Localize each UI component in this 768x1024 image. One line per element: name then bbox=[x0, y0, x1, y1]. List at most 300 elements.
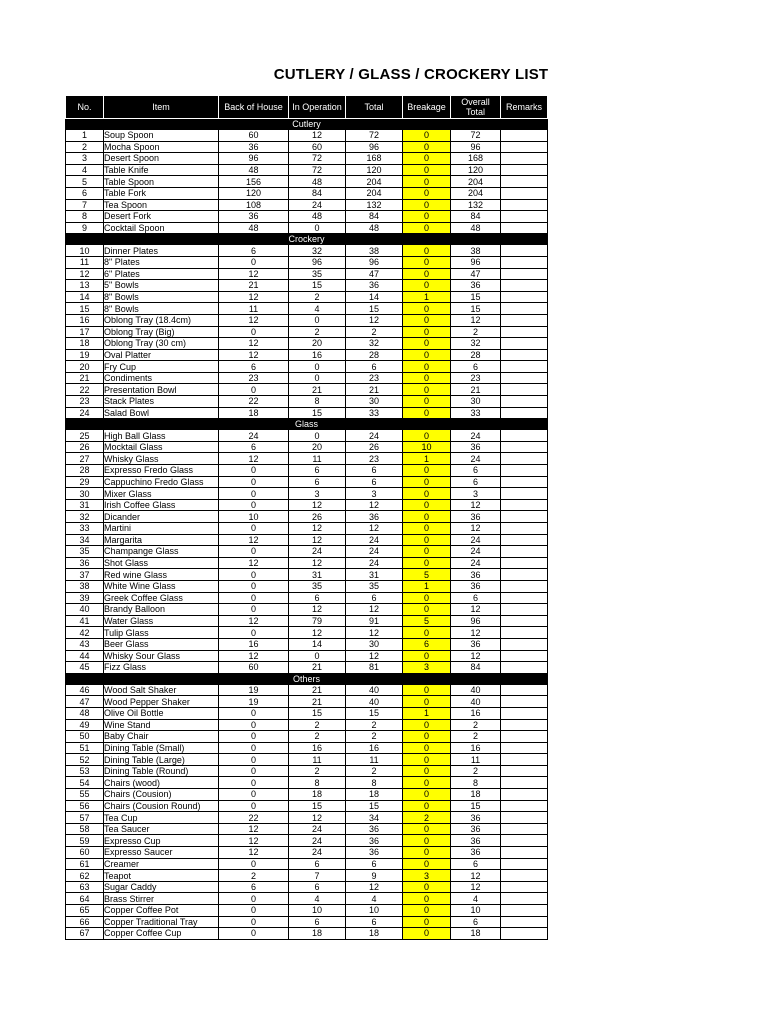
cell-in-operation: 84 bbox=[289, 187, 346, 199]
cell-no: 62 bbox=[66, 870, 104, 882]
cell-breakage: 0 bbox=[403, 396, 451, 408]
cell-breakage: 0 bbox=[403, 222, 451, 234]
cell-back-of-house: 0 bbox=[219, 916, 289, 928]
cell-no: 24 bbox=[66, 407, 104, 419]
cell-item: Expresso Saucer bbox=[104, 847, 219, 859]
cell-breakage: 5 bbox=[403, 615, 451, 627]
cell-total: 28 bbox=[346, 349, 403, 361]
cell-overall-total: 6 bbox=[451, 361, 501, 373]
cell-breakage: 0 bbox=[403, 476, 451, 488]
cell-back-of-house: 0 bbox=[219, 707, 289, 719]
cell-overall-total: 23 bbox=[451, 372, 501, 384]
cell-in-operation: 2 bbox=[289, 765, 346, 777]
cell-total: 31 bbox=[346, 569, 403, 581]
cell-back-of-house: 96 bbox=[219, 153, 289, 165]
cell-overall-total: 36 bbox=[451, 280, 501, 292]
table-row bbox=[66, 164, 548, 176]
cell-remarks bbox=[501, 268, 548, 280]
table-row bbox=[66, 338, 548, 350]
cell-total: 204 bbox=[346, 187, 403, 199]
cell-breakage: 0 bbox=[403, 465, 451, 477]
cell-remarks bbox=[501, 303, 548, 315]
cell-overall-total: 6 bbox=[451, 858, 501, 870]
cell-in-operation: 31 bbox=[289, 569, 346, 581]
cell-total: 2 bbox=[346, 719, 403, 731]
cell-back-of-house: 0 bbox=[219, 627, 289, 639]
cell-in-operation: 0 bbox=[289, 314, 346, 326]
cell-in-operation: 72 bbox=[289, 164, 346, 176]
table-row bbox=[66, 523, 548, 535]
cell-total: 26 bbox=[346, 441, 403, 453]
cell-overall-total: 11 bbox=[451, 754, 501, 766]
cell-breakage: 0 bbox=[403, 176, 451, 188]
section-label: Cutlery bbox=[66, 119, 548, 130]
cell-total: 35 bbox=[346, 580, 403, 592]
cell-breakage: 0 bbox=[403, 847, 451, 859]
cell-in-operation: 0 bbox=[289, 430, 346, 442]
cell-breakage: 0 bbox=[403, 928, 451, 940]
cell-back-of-house: 0 bbox=[219, 499, 289, 511]
table-row bbox=[66, 905, 548, 917]
cell-remarks bbox=[501, 731, 548, 743]
table-row bbox=[66, 476, 548, 488]
cell-overall-total: 33 bbox=[451, 407, 501, 419]
cell-remarks bbox=[501, 557, 548, 569]
cell-total: 15 bbox=[346, 800, 403, 812]
cell-item: Tea Saucer bbox=[104, 823, 219, 835]
cell-back-of-house: 0 bbox=[219, 719, 289, 731]
cell-breakage: 2 bbox=[403, 812, 451, 824]
cell-remarks bbox=[501, 604, 548, 616]
col-header-back-of-house: Back of House bbox=[219, 96, 289, 119]
cell-breakage: 0 bbox=[403, 430, 451, 442]
cell-back-of-house: 36 bbox=[219, 141, 289, 153]
cell-overall-total: 96 bbox=[451, 141, 501, 153]
cell-back-of-house: 2 bbox=[219, 870, 289, 882]
cell-item: Tulip Glass bbox=[104, 627, 219, 639]
cell-breakage: 6 bbox=[403, 638, 451, 650]
cell-breakage: 0 bbox=[403, 245, 451, 257]
cell-no: 43 bbox=[66, 638, 104, 650]
cell-overall-total: 12 bbox=[451, 523, 501, 535]
cell-breakage: 0 bbox=[403, 905, 451, 917]
cell-in-operation: 21 bbox=[289, 696, 346, 708]
cell-overall-total: 36 bbox=[451, 580, 501, 592]
cell-no: 39 bbox=[66, 592, 104, 604]
cell-no: 27 bbox=[66, 453, 104, 465]
cell-no: 23 bbox=[66, 396, 104, 408]
cell-overall-total: 8 bbox=[451, 777, 501, 789]
cell-total: 132 bbox=[346, 199, 403, 211]
cell-overall-total: 2 bbox=[451, 326, 501, 338]
cell-item: Presentation Bowl bbox=[104, 384, 219, 396]
cell-total: 4 bbox=[346, 893, 403, 905]
cell-remarks bbox=[501, 488, 548, 500]
cell-item: Beer Glass bbox=[104, 638, 219, 650]
cell-remarks bbox=[501, 627, 548, 639]
cell-no: 33 bbox=[66, 523, 104, 535]
cell-item: 6" Plates bbox=[104, 268, 219, 280]
table-row bbox=[66, 916, 548, 928]
table-row bbox=[66, 245, 548, 257]
cell-remarks bbox=[501, 430, 548, 442]
cell-item: Sugar Caddy bbox=[104, 881, 219, 893]
cell-overall-total: 36 bbox=[451, 835, 501, 847]
cell-breakage: 1 bbox=[403, 707, 451, 719]
cell-remarks bbox=[501, 789, 548, 801]
cell-no: 55 bbox=[66, 789, 104, 801]
table-row bbox=[66, 719, 548, 731]
cell-item: Champange Glass bbox=[104, 546, 219, 558]
cell-breakage: 0 bbox=[403, 280, 451, 292]
cell-item: Irish Coffee Glass bbox=[104, 499, 219, 511]
cell-item: Brass Stirrer bbox=[104, 893, 219, 905]
cell-item: Dining Table (Small) bbox=[104, 742, 219, 754]
cell-in-operation: 21 bbox=[289, 684, 346, 696]
cell-overall-total: 36 bbox=[451, 823, 501, 835]
cell-no: 7 bbox=[66, 199, 104, 211]
cell-item: Greek Coffee Glass bbox=[104, 592, 219, 604]
table-row bbox=[66, 361, 548, 373]
cell-remarks bbox=[501, 211, 548, 223]
cell-item: Baby Chair bbox=[104, 731, 219, 743]
cell-item: Cappuchino Fredo Glass bbox=[104, 476, 219, 488]
cell-breakage: 0 bbox=[403, 823, 451, 835]
table-row bbox=[66, 396, 548, 408]
cell-total: 15 bbox=[346, 303, 403, 315]
cell-overall-total: 28 bbox=[451, 349, 501, 361]
cell-total: 40 bbox=[346, 684, 403, 696]
cell-item: 8" Plates bbox=[104, 256, 219, 268]
cell-item: 8" Bowls bbox=[104, 303, 219, 315]
cell-breakage: 0 bbox=[403, 557, 451, 569]
cell-back-of-house: 0 bbox=[219, 580, 289, 592]
cell-back-of-house: 0 bbox=[219, 384, 289, 396]
table-row bbox=[66, 650, 548, 662]
cell-total: 30 bbox=[346, 638, 403, 650]
cell-overall-total: 36 bbox=[451, 638, 501, 650]
cell-in-operation: 0 bbox=[289, 650, 346, 662]
cell-item: Dicander bbox=[104, 511, 219, 523]
cell-remarks bbox=[501, 823, 548, 835]
cell-remarks bbox=[501, 580, 548, 592]
cell-in-operation: 2 bbox=[289, 291, 346, 303]
cell-no: 13 bbox=[66, 280, 104, 292]
table-row bbox=[66, 280, 548, 292]
cell-remarks bbox=[501, 153, 548, 165]
cell-breakage: 0 bbox=[403, 650, 451, 662]
cell-back-of-house: 0 bbox=[219, 592, 289, 604]
cell-total: 36 bbox=[346, 847, 403, 859]
table-row bbox=[66, 835, 548, 847]
cell-total: 40 bbox=[346, 696, 403, 708]
cell-breakage: 0 bbox=[403, 916, 451, 928]
cell-no: 29 bbox=[66, 476, 104, 488]
cell-total: 81 bbox=[346, 662, 403, 674]
cell-no: 44 bbox=[66, 650, 104, 662]
cell-in-operation: 2 bbox=[289, 731, 346, 743]
cell-no: 14 bbox=[66, 291, 104, 303]
cell-in-operation: 12 bbox=[289, 534, 346, 546]
cell-back-of-house: 23 bbox=[219, 372, 289, 384]
cell-overall-total: 24 bbox=[451, 534, 501, 546]
cell-in-operation: 6 bbox=[289, 592, 346, 604]
table-row bbox=[66, 303, 548, 315]
cell-no: 15 bbox=[66, 303, 104, 315]
cell-total: 12 bbox=[346, 314, 403, 326]
cell-in-operation: 2 bbox=[289, 326, 346, 338]
cell-total: 6 bbox=[346, 916, 403, 928]
section-label: Glass bbox=[66, 419, 548, 430]
cell-item: Whisky Sour Glass bbox=[104, 650, 219, 662]
cell-no: 61 bbox=[66, 858, 104, 870]
cell-remarks bbox=[501, 650, 548, 662]
cell-back-of-house: 0 bbox=[219, 731, 289, 743]
cell-item: Chairs (Cousion Round) bbox=[104, 800, 219, 812]
cell-in-operation: 6 bbox=[289, 916, 346, 928]
cell-item: Creamer bbox=[104, 858, 219, 870]
cell-remarks bbox=[501, 662, 548, 674]
cell-overall-total: 10 bbox=[451, 905, 501, 917]
cell-remarks bbox=[501, 754, 548, 766]
table-row bbox=[66, 604, 548, 616]
cell-overall-total: 12 bbox=[451, 650, 501, 662]
cell-back-of-house: 0 bbox=[219, 858, 289, 870]
cell-item: Tea Cup bbox=[104, 812, 219, 824]
cell-back-of-house: 12 bbox=[219, 823, 289, 835]
cell-overall-total: 12 bbox=[451, 881, 501, 893]
cell-total: 72 bbox=[346, 130, 403, 142]
cell-total: 14 bbox=[346, 291, 403, 303]
cell-back-of-house: 12 bbox=[219, 650, 289, 662]
cell-item: White Wine Glass bbox=[104, 580, 219, 592]
cell-breakage: 0 bbox=[403, 719, 451, 731]
cell-item: Dining Table (Round) bbox=[104, 765, 219, 777]
table-row bbox=[66, 430, 548, 442]
cell-no: 19 bbox=[66, 349, 104, 361]
cell-breakage: 0 bbox=[403, 164, 451, 176]
cell-remarks bbox=[501, 707, 548, 719]
cell-back-of-house: 6 bbox=[219, 361, 289, 373]
cell-back-of-house: 6 bbox=[219, 245, 289, 257]
cell-no: 45 bbox=[66, 662, 104, 674]
cell-back-of-house: 19 bbox=[219, 684, 289, 696]
cell-overall-total: 21 bbox=[451, 384, 501, 396]
cell-in-operation: 11 bbox=[289, 754, 346, 766]
cell-back-of-house: 0 bbox=[219, 765, 289, 777]
cell-breakage: 0 bbox=[403, 141, 451, 153]
cell-in-operation: 15 bbox=[289, 280, 346, 292]
cell-remarks bbox=[501, 546, 548, 558]
cell-in-operation: 12 bbox=[289, 812, 346, 824]
cell-item: Copper Coffee Pot bbox=[104, 905, 219, 917]
cell-overall-total: 168 bbox=[451, 153, 501, 165]
table-row bbox=[66, 858, 548, 870]
cell-no: 40 bbox=[66, 604, 104, 616]
cell-no: 20 bbox=[66, 361, 104, 373]
table-row bbox=[66, 326, 548, 338]
cell-breakage: 0 bbox=[403, 627, 451, 639]
cell-total: 6 bbox=[346, 592, 403, 604]
cell-total: 204 bbox=[346, 176, 403, 188]
cell-in-operation: 14 bbox=[289, 638, 346, 650]
cell-back-of-house: 19 bbox=[219, 696, 289, 708]
cell-back-of-house: 0 bbox=[219, 928, 289, 940]
table-row bbox=[66, 349, 548, 361]
cell-no: 31 bbox=[66, 499, 104, 511]
cell-in-operation: 0 bbox=[289, 222, 346, 234]
cell-back-of-house: 12 bbox=[219, 534, 289, 546]
cell-overall-total: 24 bbox=[451, 453, 501, 465]
cell-remarks bbox=[501, 499, 548, 511]
cell-remarks bbox=[501, 870, 548, 882]
cell-in-operation: 96 bbox=[289, 256, 346, 268]
table-row bbox=[66, 823, 548, 835]
cell-breakage: 0 bbox=[403, 407, 451, 419]
cell-in-operation: 15 bbox=[289, 407, 346, 419]
cell-breakage: 1 bbox=[403, 453, 451, 465]
cell-no: 58 bbox=[66, 823, 104, 835]
cell-overall-total: 3 bbox=[451, 488, 501, 500]
section-row bbox=[66, 234, 548, 245]
table-row bbox=[66, 800, 548, 812]
cell-overall-total: 40 bbox=[451, 696, 501, 708]
cell-breakage: 0 bbox=[403, 858, 451, 870]
cell-item: High Ball Glass bbox=[104, 430, 219, 442]
cell-item: Stack Plates bbox=[104, 396, 219, 408]
cell-remarks bbox=[501, 314, 548, 326]
cell-remarks bbox=[501, 893, 548, 905]
cell-item: Chairs (wood) bbox=[104, 777, 219, 789]
cell-item: Chairs (Cousion) bbox=[104, 789, 219, 801]
cell-overall-total: 204 bbox=[451, 176, 501, 188]
table-row bbox=[66, 534, 548, 546]
cell-in-operation: 32 bbox=[289, 245, 346, 257]
table-row bbox=[66, 754, 548, 766]
col-header-breakage: Breakage bbox=[403, 96, 451, 119]
cell-total: 32 bbox=[346, 338, 403, 350]
cell-breakage: 0 bbox=[403, 199, 451, 211]
cell-breakage: 0 bbox=[403, 326, 451, 338]
cell-back-of-house: 12 bbox=[219, 835, 289, 847]
cell-overall-total: 36 bbox=[451, 569, 501, 581]
cell-back-of-house: 156 bbox=[219, 176, 289, 188]
cell-remarks bbox=[501, 684, 548, 696]
cell-total: 24 bbox=[346, 534, 403, 546]
cell-overall-total: 24 bbox=[451, 546, 501, 558]
cell-item: Desert Spoon bbox=[104, 153, 219, 165]
cell-total: 2 bbox=[346, 731, 403, 743]
cell-in-operation: 3 bbox=[289, 488, 346, 500]
cell-no: 22 bbox=[66, 384, 104, 396]
cell-no: 38 bbox=[66, 580, 104, 592]
cell-total: 2 bbox=[346, 765, 403, 777]
cell-overall-total: 204 bbox=[451, 187, 501, 199]
table-row bbox=[66, 407, 548, 419]
cell-no: 35 bbox=[66, 546, 104, 558]
cell-overall-total: 38 bbox=[451, 245, 501, 257]
cell-no: 50 bbox=[66, 731, 104, 743]
cell-in-operation: 18 bbox=[289, 928, 346, 940]
cell-overall-total: 30 bbox=[451, 396, 501, 408]
cell-no: 32 bbox=[66, 511, 104, 523]
table-row bbox=[66, 684, 548, 696]
cell-remarks bbox=[501, 916, 548, 928]
table-row bbox=[66, 372, 548, 384]
table-row bbox=[66, 384, 548, 396]
table-row bbox=[66, 707, 548, 719]
cell-total: 96 bbox=[346, 141, 403, 153]
cell-total: 18 bbox=[346, 789, 403, 801]
cell-breakage: 0 bbox=[403, 835, 451, 847]
cell-breakage: 0 bbox=[403, 338, 451, 350]
page-title: CUTLERY / GLASS / CROCKERY LIST bbox=[273, 66, 549, 83]
cell-in-operation: 12 bbox=[289, 604, 346, 616]
cell-in-operation: 12 bbox=[289, 557, 346, 569]
cell-total: 16 bbox=[346, 742, 403, 754]
cell-total: 15 bbox=[346, 707, 403, 719]
table-row bbox=[66, 569, 548, 581]
cell-overall-total: 12 bbox=[451, 604, 501, 616]
table-row bbox=[66, 291, 548, 303]
cell-in-operation: 79 bbox=[289, 615, 346, 627]
cell-total: 168 bbox=[346, 153, 403, 165]
cell-remarks bbox=[501, 384, 548, 396]
cell-in-operation: 15 bbox=[289, 707, 346, 719]
cell-total: 33 bbox=[346, 407, 403, 419]
cell-back-of-house: 11 bbox=[219, 303, 289, 315]
cell-no: 47 bbox=[66, 696, 104, 708]
cell-remarks bbox=[501, 245, 548, 257]
cell-in-operation: 35 bbox=[289, 268, 346, 280]
cell-total: 24 bbox=[346, 557, 403, 569]
cell-breakage: 0 bbox=[403, 349, 451, 361]
table-row bbox=[66, 777, 548, 789]
cell-remarks bbox=[501, 164, 548, 176]
cell-in-operation: 60 bbox=[289, 141, 346, 153]
table-row bbox=[66, 893, 548, 905]
cell-breakage: 0 bbox=[403, 256, 451, 268]
cell-in-operation: 7 bbox=[289, 870, 346, 882]
cell-total: 6 bbox=[346, 476, 403, 488]
cell-item: Martini bbox=[104, 523, 219, 535]
cell-item: Condiments bbox=[104, 372, 219, 384]
cell-remarks bbox=[501, 372, 548, 384]
cell-in-operation: 48 bbox=[289, 176, 346, 188]
table-row bbox=[66, 211, 548, 223]
cell-back-of-house: 12 bbox=[219, 268, 289, 280]
cell-no: 52 bbox=[66, 754, 104, 766]
cell-in-operation: 24 bbox=[289, 546, 346, 558]
cell-total: 18 bbox=[346, 928, 403, 940]
cell-back-of-house: 0 bbox=[219, 326, 289, 338]
cell-back-of-house: 18 bbox=[219, 407, 289, 419]
cell-back-of-house: 21 bbox=[219, 280, 289, 292]
cell-remarks bbox=[501, 523, 548, 535]
table-row bbox=[66, 881, 548, 893]
cell-back-of-house: 12 bbox=[219, 615, 289, 627]
cell-breakage: 0 bbox=[403, 742, 451, 754]
cell-total: 3 bbox=[346, 488, 403, 500]
cell-no: 1 bbox=[66, 130, 104, 142]
cell-total: 36 bbox=[346, 835, 403, 847]
cell-overall-total: 48 bbox=[451, 222, 501, 234]
cell-item: Table Fork bbox=[104, 187, 219, 199]
cell-remarks bbox=[501, 187, 548, 199]
table-row bbox=[66, 314, 548, 326]
cell-breakage: 3 bbox=[403, 870, 451, 882]
cell-overall-total: 36 bbox=[451, 847, 501, 859]
